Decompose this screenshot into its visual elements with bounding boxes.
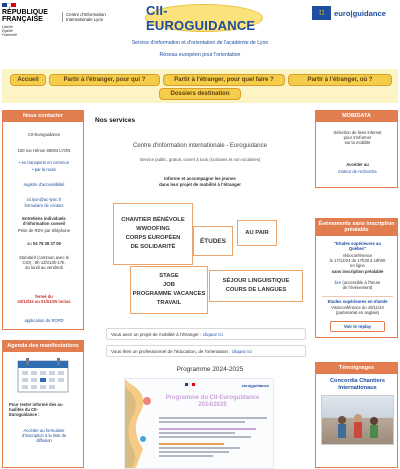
volunteer-label-2: WWOOFING <box>136 226 170 232</box>
nav-pour-quoi-faire[interactable]: Partir à l'étranger, pour quel faire ? <box>163 74 285 86</box>
euroguidance-label: euro|guidance <box>334 8 386 18</box>
brochure-heading: Programme du CII-Euroguidance 2024/2025 <box>165 395 260 408</box>
event-quebec-title-1: "Etudes supérieures au <box>334 241 381 246</box>
rdv-text: Prise de RDV par téléphone <box>17 228 71 233</box>
cio-name: Centre d'Information Internationale Lyon <box>62 12 126 22</box>
mobidata-text-2: pour s'informer <box>343 135 372 140</box>
mobility-text: Vous avez un projet de mobilité à l'étranger : <box>111 331 202 337</box>
mobidata-text-3: sur la mobilité <box>344 140 371 145</box>
closure-line-2: 23/12/24 au 01/01/25 inclus <box>17 299 71 304</box>
nav-ou[interactable]: Partir à l'étranger, où ? <box>288 74 392 86</box>
inform-line-2: dans leur projet de mobilité à l'étranger <box>158 182 242 187</box>
standard-line-2: CIO) : 9h-12h/13h-17h, <box>22 260 66 265</box>
closure-notice <box>3 294 85 304</box>
testimonials-panel <box>315 362 398 468</box>
testimonial-headline-2: Internationaux <box>338 385 377 391</box>
replay-button[interactable]: Voir le replay <box>330 321 385 332</box>
mobidata-title: MOBIDATA <box>315 110 398 122</box>
brochure-eg-logo: euro|guidance <box>241 383 269 388</box>
mobidata-access: Accéder au <box>346 162 369 167</box>
transport-link[interactable]: • en transports en commun <box>18 160 70 165</box>
nav-pour-qui[interactable]: Partir à l'étranger, pour qui ? <box>49 74 160 86</box>
mini-french-flag-icon <box>185 383 195 386</box>
rgpd-link[interactable]: application du RGPD <box>24 318 64 323</box>
motto <box>2 25 60 37</box>
nav-accueil[interactable]: Accueil <box>10 74 46 86</box>
brochure-text-lines <box>159 415 267 459</box>
services-diagram <box>113 200 303 320</box>
volunteer-box[interactable] <box>113 203 193 265</box>
professional-text: Vous êtes un professionnel de l'éducation, de l'orientation : <box>111 348 231 354</box>
interviews-line-2: d'information conseil <box>22 221 66 226</box>
agenda-text-2: tualités du CII- <box>9 407 38 412</box>
contact-title: Nous contacter <box>2 110 84 122</box>
studies-box[interactable]: ÉTUDES <box>193 226 233 256</box>
agenda-text <box>3 402 85 417</box>
event-quebec-link-note-1: (accessible à l'heure <box>342 280 381 285</box>
mobility-link[interactable]: cliquez ici <box>202 331 223 337</box>
road-link[interactable]: • par la route <box>32 167 56 172</box>
calendar-icon <box>17 357 69 393</box>
nav-dossiers-destination[interactable]: Dossiers destination <box>159 88 241 100</box>
mobidata-text <box>316 130 399 145</box>
newsletter-link[interactable] <box>3 428 85 443</box>
events-body <box>315 236 398 338</box>
email-link[interactable]: cii.lyon@ac-lyon.fr <box>26 197 62 202</box>
cie-title: Centre d'information internationale - Euroguidance <box>133 143 267 149</box>
accessibility-link[interactable]: registre d'accessibilité <box>23 182 65 187</box>
work-label-2: JOB <box>163 282 175 288</box>
standard-line-1: Standard (commun avec le <box>18 255 70 260</box>
inform-line-1: Informe et accompagne les jeunes <box>164 176 236 181</box>
event-ireland-details <box>316 305 399 315</box>
euroguidance-logo[interactable] <box>312 5 396 21</box>
event-quebec-link-note-2: de l'événement) <box>342 285 373 290</box>
event-ireland-details-1: Visioconférence du 19/11/24 <box>331 305 384 310</box>
phone-line <box>3 241 85 246</box>
site-subtitle: Service d'information et d'orientation de l'académie de Lyon <box>131 40 269 46</box>
search-engine-link[interactable]: moteur de recherche <box>338 169 377 174</box>
language-box[interactable] <box>209 270 303 302</box>
event-quebec-title[interactable] <box>316 241 399 251</box>
site-subtitle-2: Réseau européen pour l'orientation <box>159 52 241 58</box>
road-link-label: par la route <box>34 167 56 172</box>
mobidata-panel <box>315 110 398 188</box>
republique-label: RÉPUBLIQUE <box>2 9 48 16</box>
event-ireland-title[interactable]: Etudes supérieures en Irlande <box>327 299 388 304</box>
contact-address: 100 rue Hénon 69004 LYON <box>17 148 71 153</box>
republique-francaise-logo <box>2 3 60 49</box>
event-quebec-details-3: en ligne <box>350 263 365 268</box>
testimonial-headline-1: Concordia Chantiers <box>329 378 385 384</box>
work-label-1: STAGE <box>159 273 179 279</box>
agenda-panel <box>2 340 84 468</box>
french-flag-icon <box>2 3 16 7</box>
transport-link-label: en transports en commun <box>21 160 70 165</box>
newsletter-link-2: d'inscription à la liste de <box>21 433 67 438</box>
mobidata-text-1: Sélection de liens internet <box>333 130 382 135</box>
mobidata-body <box>315 122 398 188</box>
contact-body <box>2 122 84 330</box>
events-panel <box>315 218 398 338</box>
event-quebec-title-2: Québec" <box>348 246 367 251</box>
francaise-label: FRANÇAISE <box>2 16 43 23</box>
contact-panel <box>2 110 84 330</box>
au-pair-box[interactable]: AU PAIR <box>237 220 277 246</box>
closure-line-1: fermé du <box>35 294 53 299</box>
events-title-2: préalable <box>344 227 369 233</box>
events-title-1: Événements sans inscription <box>318 221 395 227</box>
newsletter-link-1: Accéder au formulaire <box>23 428 65 433</box>
testimonial-headline[interactable] <box>316 378 399 392</box>
event-ireland-details-2: (partenariat en anglais) <box>335 310 380 315</box>
mobility-project-banner <box>106 328 306 340</box>
language-label-2: COURS DE LANGUES <box>225 287 287 293</box>
standard-line-3: du lundi au vendredi <box>25 265 63 270</box>
agenda-text-3: Euroguidance : <box>9 412 40 417</box>
work-label-3: PROGRAMME VACANCES <box>132 291 206 297</box>
contact-name: CII-Euroguidance <box>27 132 61 137</box>
program-brochure-image[interactable] <box>124 378 274 469</box>
volunteer-label-4: DE SOLIDARITÉ <box>130 244 176 250</box>
event-quebec-details-2: le 17/12/24 de 17h30 à 19h00 <box>329 258 386 263</box>
motto-fraternite: Fraternité <box>2 33 17 37</box>
professional-link[interactable]: cliquez ici <box>231 348 252 354</box>
language-label-1: SÉJOUR LINGUISTIQUE <box>222 278 290 284</box>
agenda-title: Agenda des manifestations <box>2 340 84 352</box>
cie-subtitle: Service public, gratuit, ouvert à tous (scolaires et non scolaires) <box>139 157 261 162</box>
main-navigation <box>2 69 398 103</box>
agenda-body <box>2 352 84 468</box>
testimonials-title: Témoignages <box>315 362 398 374</box>
event-quebec-link[interactable]: lien <box>334 280 342 285</box>
cii-euroguidance-logo[interactable]: CII-EUROGUIDANCE <box>145 4 263 32</box>
interviews-title <box>3 216 85 226</box>
work-label-4: TRAVAIL <box>156 300 182 306</box>
event-quebec-link-line <box>316 280 399 290</box>
events-divider <box>322 296 393 297</box>
program-title: Programme 2024-2025 <box>176 366 244 373</box>
newsletter-link-3: diffusion <box>36 438 52 443</box>
motto-egalite: Égalité <box>2 29 13 33</box>
inform-text <box>90 176 310 188</box>
section-title: Nos services <box>95 117 136 124</box>
phone-prefix: au <box>27 241 32 246</box>
events-title <box>315 218 398 236</box>
agenda-text-1: Pour rester informé des ac- <box>9 402 64 407</box>
volunteer-label-1: CHANTIER BÉNÉVOLE <box>121 217 185 223</box>
standard-hours <box>3 255 85 270</box>
eu-flag-icon: ★ ★ ★ ★ <box>312 6 331 20</box>
people-photo-icon <box>322 396 395 446</box>
motto-liberte: Liberté <box>2 25 13 29</box>
volunteer-label-3: CORPS EUROPÉEN <box>125 235 181 241</box>
event-quebec-no-registration: sans inscription préalable <box>331 269 384 274</box>
work-box[interactable] <box>130 266 208 314</box>
professional-banner <box>106 345 306 357</box>
contact-form-link[interactable]: formulaire de contact <box>24 203 64 208</box>
interviews-line-1: Entretiens individuels <box>22 216 66 221</box>
event-quebec-details-1: Visioconférence <box>342 253 373 258</box>
phone-number[interactable]: 04 78 28 37 09 <box>32 241 61 246</box>
testimonials-body <box>315 374 398 468</box>
event-quebec-details <box>316 253 399 268</box>
testimonial-photo[interactable] <box>321 395 394 445</box>
